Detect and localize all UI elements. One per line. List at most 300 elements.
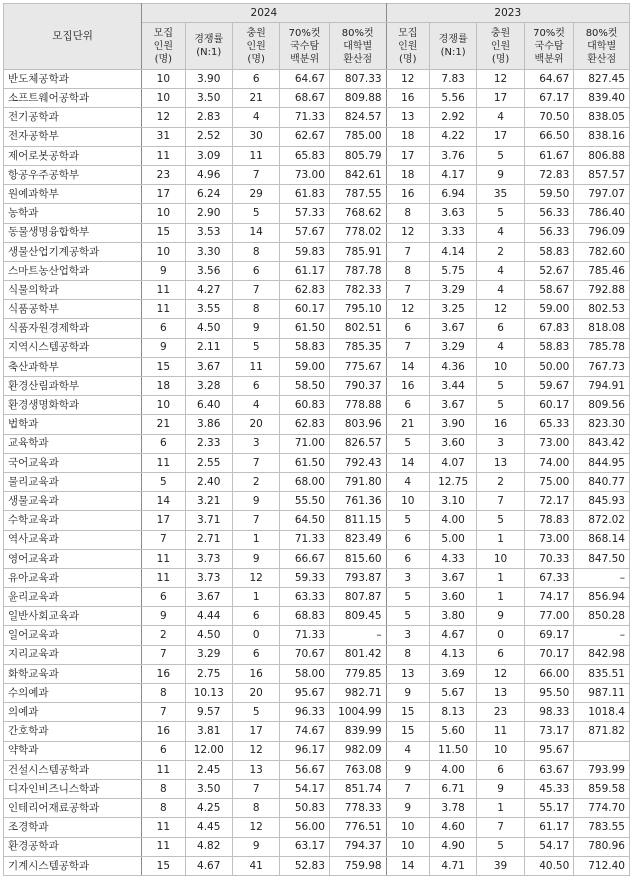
competition-2023-cell: 12.75	[429, 472, 476, 491]
percentile-2023-cell: 69.17	[524, 626, 574, 645]
unit-name-cell: 항공우주공학부	[4, 165, 142, 184]
score-2023-cell: 794.91	[574, 377, 630, 396]
percentile-2024-cell: 74.67	[280, 722, 330, 741]
unit-column-header: 모집단위	[4, 4, 142, 70]
table-row	[4, 242, 630, 261]
additional-2024-cell: 12	[232, 741, 279, 760]
additional-2023-cell: 7	[477, 492, 524, 511]
additional-2024-cell: 5	[232, 204, 279, 223]
score-2023-cell: 857.57	[574, 165, 630, 184]
additional-2024-cell: 13	[232, 760, 279, 779]
unit-name-cell: 약학과	[4, 741, 142, 760]
unit-name-cell: 화학교육과	[4, 664, 142, 683]
percentile-2023-cell: 55.17	[524, 799, 574, 818]
score-2023-cell: 802.53	[574, 300, 630, 319]
additional-2023-cell: 17	[477, 127, 524, 146]
recruit-2023-cell: 6	[386, 549, 429, 568]
percentile-2024-cell: 54.17	[280, 779, 330, 798]
recruit-2023-cell: 7	[386, 779, 429, 798]
unit-name-cell: 법학과	[4, 415, 142, 434]
additional-2023-cell: 5	[477, 396, 524, 415]
competition-2023-cell: 3.25	[429, 300, 476, 319]
table-row	[4, 434, 630, 453]
percentile-2024-cell: 60.17	[280, 300, 330, 319]
score-2023-cell: 839.40	[574, 89, 630, 108]
additional-2023-cell: 12	[477, 300, 524, 319]
score-2024-cell: 787.78	[329, 261, 386, 280]
additional-2024-cell: 2	[232, 472, 279, 491]
additional-2023-cell: 6	[477, 645, 524, 664]
additional-2024-cell: 4	[232, 396, 279, 415]
score-2023-cell: 785.46	[574, 261, 630, 280]
competition-2023-cell: 3.69	[429, 664, 476, 683]
additional-2024-cell: 6	[232, 607, 279, 626]
percentile-2023-cell: 70.50	[524, 108, 574, 127]
recruit-2023-cell: 7	[386, 242, 429, 261]
recruit-2024-cell: 17	[142, 511, 185, 530]
percentile-2023-cell: 95.50	[524, 684, 574, 703]
additional-2023-cell: 11	[477, 722, 524, 741]
col-score-2023: 80%컷 대학별 환산점	[574, 23, 630, 70]
percentile-2024-cell: 71.33	[280, 626, 330, 645]
competition-2023-cell: 3.60	[429, 434, 476, 453]
score-2023-cell: 796.09	[574, 223, 630, 242]
table-row	[4, 856, 630, 875]
percentile-2023-cell: 77.00	[524, 607, 574, 626]
percentile-2024-cell: 60.83	[280, 396, 330, 415]
table-row	[4, 530, 630, 549]
percentile-2023-cell: 59.67	[524, 377, 574, 396]
unit-name-cell: 수학교육과	[4, 511, 142, 530]
recruit-2023-cell: 5	[386, 511, 429, 530]
additional-2023-cell: 3	[477, 434, 524, 453]
recruit-2024-cell: 12	[142, 108, 185, 127]
score-2023-cell: 780.96	[574, 837, 630, 856]
additional-2023-cell: 7	[477, 818, 524, 837]
score-2024-cell: 779.85	[329, 664, 386, 683]
additional-2023-cell: 9	[477, 165, 524, 184]
score-2024-cell: 795.10	[329, 300, 386, 319]
additional-2024-cell: 11	[232, 146, 279, 165]
unit-name-cell: 일어교육과	[4, 626, 142, 645]
recruit-2023-cell: 16	[386, 377, 429, 396]
competition-2024-cell: 4.27	[185, 281, 232, 300]
score-2024-cell: 778.33	[329, 799, 386, 818]
additional-2024-cell: 21	[232, 89, 279, 108]
score-2024-cell: 776.51	[329, 818, 386, 837]
score-2023-cell: 774.70	[574, 799, 630, 818]
table-row	[4, 779, 630, 798]
percentile-2024-cell: 55.50	[280, 492, 330, 511]
competition-2024-cell: 4.25	[185, 799, 232, 818]
recruit-2023-cell: 12	[386, 223, 429, 242]
table-row	[4, 146, 630, 165]
recruit-2024-cell: 14	[142, 492, 185, 511]
score-2024-cell: 811.15	[329, 511, 386, 530]
score-2023-cell: 868.14	[574, 530, 630, 549]
additional-2024-cell: 9	[232, 319, 279, 338]
score-2024-cell: 759.98	[329, 856, 386, 875]
recruit-2024-cell: 5	[142, 472, 185, 491]
score-2023-cell	[574, 741, 630, 760]
competition-2024-cell: 3.71	[185, 511, 232, 530]
additional-2023-cell: 5	[477, 377, 524, 396]
score-2023-cell: 843.42	[574, 434, 630, 453]
score-2023-cell: 797.07	[574, 185, 630, 204]
percentile-2024-cell: 58.83	[280, 338, 330, 357]
score-2023-cell: 842.98	[574, 645, 630, 664]
competition-2023-cell: 5.67	[429, 684, 476, 703]
percentile-2024-cell: 57.67	[280, 223, 330, 242]
table-row	[4, 511, 630, 530]
competition-2024-cell: 4.82	[185, 837, 232, 856]
competition-2024-cell: 3.50	[185, 779, 232, 798]
score-2024-cell: 793.87	[329, 568, 386, 587]
percentile-2024-cell: 96.33	[280, 703, 330, 722]
recruit-2023-cell: 8	[386, 645, 429, 664]
percentile-2023-cell: 64.67	[524, 70, 574, 89]
competition-2024-cell: 6.24	[185, 185, 232, 204]
score-2024-cell: 791.80	[329, 472, 386, 491]
score-2023-cell: 1018.4	[574, 703, 630, 722]
percentile-2023-cell: 72.83	[524, 165, 574, 184]
percentile-2023-cell: 95.67	[524, 741, 574, 760]
percentile-2024-cell: 63.17	[280, 837, 330, 856]
competition-2024-cell: 4.50	[185, 626, 232, 645]
year-2024-header: 2024	[142, 4, 386, 23]
table-row	[4, 377, 630, 396]
percentile-2023-cell: 45.33	[524, 779, 574, 798]
score-2023-cell: 792.88	[574, 281, 630, 300]
percentile-2023-cell: 50.00	[524, 357, 574, 376]
recruit-2024-cell: 17	[142, 185, 185, 204]
competition-2024-cell: 4.67	[185, 856, 232, 875]
recruit-2023-cell: 13	[386, 108, 429, 127]
unit-name-cell: 간호학과	[4, 722, 142, 741]
unit-name-cell: 동물생명융합학부	[4, 223, 142, 242]
percentile-2023-cell: 59.00	[524, 300, 574, 319]
additional-2024-cell: 6	[232, 645, 279, 664]
percentile-2023-cell: 75.00	[524, 472, 574, 491]
recruit-2024-cell: 11	[142, 281, 185, 300]
score-2024-cell: 785.00	[329, 127, 386, 146]
score-2023-cell: 847.50	[574, 549, 630, 568]
table-row	[4, 799, 630, 818]
score-2024-cell: 763.08	[329, 760, 386, 779]
recruit-2024-cell: 11	[142, 300, 185, 319]
additional-2024-cell: 12	[232, 568, 279, 587]
col-percentile-2023: 70%컷 국수탐 백분위	[524, 23, 574, 70]
score-2023-cell: 809.56	[574, 396, 630, 415]
unit-name-cell: 역사교육과	[4, 530, 142, 549]
unit-name-cell: 인테리어재료공학과	[4, 799, 142, 818]
percentile-2024-cell: 96.17	[280, 741, 330, 760]
competition-2023-cell: 3.90	[429, 415, 476, 434]
competition-2024-cell: 3.67	[185, 588, 232, 607]
percentile-2024-cell: 64.50	[280, 511, 330, 530]
competition-2023-cell: 4.22	[429, 127, 476, 146]
competition-2023-cell: 3.67	[429, 396, 476, 415]
percentile-2023-cell: 58.83	[524, 242, 574, 261]
col-recruit-2023: 모집 인원 (명)	[386, 23, 429, 70]
score-2023-cell: 840.77	[574, 472, 630, 491]
recruit-2023-cell: 5	[386, 588, 429, 607]
score-2024-cell: 794.37	[329, 837, 386, 856]
recruit-2023-cell: 3	[386, 568, 429, 587]
competition-2024-cell: 4.96	[185, 165, 232, 184]
competition-2023-cell: 4.33	[429, 549, 476, 568]
competition-2023-cell: 5.60	[429, 722, 476, 741]
percentile-2023-cell: 98.33	[524, 703, 574, 722]
competition-2023-cell: 4.17	[429, 165, 476, 184]
recruit-2024-cell: 21	[142, 415, 185, 434]
score-2024-cell: 775.67	[329, 357, 386, 376]
percentile-2024-cell: 59.00	[280, 357, 330, 376]
competition-2024-cell: 6.40	[185, 396, 232, 415]
score-2023-cell: 823.30	[574, 415, 630, 434]
table-row	[4, 261, 630, 280]
unit-name-cell: 생물산업기계공학과	[4, 242, 142, 261]
unit-name-cell: 스마트농산업학과	[4, 261, 142, 280]
percentile-2023-cell: 67.33	[524, 568, 574, 587]
competition-2023-cell: 2.92	[429, 108, 476, 127]
unit-name-cell: 환경생명화학과	[4, 396, 142, 415]
percentile-2024-cell: 62.67	[280, 127, 330, 146]
additional-2024-cell: 20	[232, 684, 279, 703]
score-2023-cell: 782.60	[574, 242, 630, 261]
percentile-2024-cell: 56.67	[280, 760, 330, 779]
competition-2023-cell: 3.80	[429, 607, 476, 626]
table-row	[4, 684, 630, 703]
recruit-2023-cell: 5	[386, 434, 429, 453]
percentile-2023-cell: 40.50	[524, 856, 574, 875]
unit-name-cell: 소프트웨어공학과	[4, 89, 142, 108]
additional-2023-cell: 12	[477, 664, 524, 683]
score-2024-cell: 801.42	[329, 645, 386, 664]
percentile-2023-cell: 56.33	[524, 204, 574, 223]
score-2024-cell: 802.51	[329, 319, 386, 338]
recruit-2023-cell: 12	[386, 300, 429, 319]
score-2024-cell: 839.99	[329, 722, 386, 741]
recruit-2024-cell: 11	[142, 837, 185, 856]
score-2024-cell: 778.88	[329, 396, 386, 415]
additional-2024-cell: 1	[232, 530, 279, 549]
score-2024-cell: 785.35	[329, 338, 386, 357]
unit-name-cell: 국어교육과	[4, 453, 142, 472]
additional-2023-cell: 5	[477, 204, 524, 223]
recruit-2024-cell: 6	[142, 588, 185, 607]
additional-2023-cell: 6	[477, 319, 524, 338]
additional-2024-cell: 30	[232, 127, 279, 146]
percentile-2023-cell: 72.17	[524, 492, 574, 511]
table-row	[4, 568, 630, 587]
recruit-2024-cell: 10	[142, 396, 185, 415]
unit-name-cell: 물리교육과	[4, 472, 142, 491]
score-2023-cell: 856.94	[574, 588, 630, 607]
percentile-2024-cell: 68.00	[280, 472, 330, 491]
recruit-2024-cell: 15	[142, 357, 185, 376]
recruit-2023-cell: 8	[386, 261, 429, 280]
recruit-2024-cell: 11	[142, 818, 185, 837]
percentile-2024-cell: 66.67	[280, 549, 330, 568]
recruit-2023-cell: 9	[386, 760, 429, 779]
score-2024-cell: 807.87	[329, 588, 386, 607]
recruit-2024-cell: 7	[142, 530, 185, 549]
percentile-2023-cell: 67.17	[524, 89, 574, 108]
recruit-2023-cell: 7	[386, 281, 429, 300]
unit-name-cell: 영어교육과	[4, 549, 142, 568]
competition-2024-cell: 2.11	[185, 338, 232, 357]
additional-2024-cell: 6	[232, 70, 279, 89]
table-row	[4, 626, 630, 645]
unit-name-cell: 식품공학부	[4, 300, 142, 319]
score-2023-cell: 835.51	[574, 664, 630, 683]
unit-name-cell: 제어로봇공학과	[4, 146, 142, 165]
score-2023-cell: –	[574, 568, 630, 587]
additional-2024-cell: 1	[232, 588, 279, 607]
score-2023-cell: 818.08	[574, 319, 630, 338]
score-2023-cell: 871.82	[574, 722, 630, 741]
percentile-2023-cell: 61.17	[524, 818, 574, 837]
competition-2023-cell: 3.29	[429, 281, 476, 300]
additional-2023-cell: 35	[477, 185, 524, 204]
additional-2023-cell: 9	[477, 607, 524, 626]
additional-2024-cell: 14	[232, 223, 279, 242]
competition-2023-cell: 3.63	[429, 204, 476, 223]
competition-2024-cell: 3.56	[185, 261, 232, 280]
unit-name-cell: 환경산림과학부	[4, 377, 142, 396]
percentile-2023-cell: 70.17	[524, 645, 574, 664]
additional-2024-cell: 6	[232, 261, 279, 280]
table-row	[4, 108, 630, 127]
competition-2023-cell: 11.50	[429, 741, 476, 760]
table-row	[4, 223, 630, 242]
unit-name-cell: 의예과	[4, 703, 142, 722]
additional-2024-cell: 11	[232, 357, 279, 376]
competition-2023-cell: 3.67	[429, 568, 476, 587]
unit-name-cell: 식품자원경제학과	[4, 319, 142, 338]
recruit-2023-cell: 6	[386, 396, 429, 415]
score-2023-cell: 786.40	[574, 204, 630, 223]
score-2024-cell: 787.55	[329, 185, 386, 204]
percentile-2024-cell: 64.67	[280, 70, 330, 89]
additional-2024-cell: 7	[232, 779, 279, 798]
recruit-2024-cell: 2	[142, 626, 185, 645]
unit-name-cell: 전기공학과	[4, 108, 142, 127]
competition-2024-cell: 3.29	[185, 645, 232, 664]
competition-2024-cell: 3.09	[185, 146, 232, 165]
table-row	[4, 165, 630, 184]
score-2023-cell: 712.40	[574, 856, 630, 875]
competition-2023-cell: 5.56	[429, 89, 476, 108]
additional-2023-cell: 16	[477, 415, 524, 434]
additional-2023-cell: 13	[477, 684, 524, 703]
table-row	[4, 319, 630, 338]
competition-2023-cell: 6.94	[429, 185, 476, 204]
recruit-2024-cell: 10	[142, 242, 185, 261]
table-row	[4, 722, 630, 741]
competition-2023-cell: 4.07	[429, 453, 476, 472]
competition-2024-cell: 2.45	[185, 760, 232, 779]
percentile-2023-cell: 56.33	[524, 223, 574, 242]
table-header	[4, 4, 630, 70]
recruit-2023-cell: 21	[386, 415, 429, 434]
additional-2023-cell: 5	[477, 146, 524, 165]
unit-name-cell: 축산과학부	[4, 357, 142, 376]
additional-2023-cell: 5	[477, 837, 524, 856]
percentile-2024-cell: 65.83	[280, 146, 330, 165]
table-row	[4, 818, 630, 837]
additional-2024-cell: 8	[232, 799, 279, 818]
score-2024-cell: 792.43	[329, 453, 386, 472]
competition-2023-cell: 3.10	[429, 492, 476, 511]
additional-2023-cell: 2	[477, 242, 524, 261]
unit-name-cell: 유아교육과	[4, 568, 142, 587]
col-score-2024: 80%컷 대학별 환산점	[329, 23, 386, 70]
percentile-2024-cell: 61.50	[280, 453, 330, 472]
unit-name-cell: 기계시스템공학과	[4, 856, 142, 875]
percentile-2023-cell: 70.33	[524, 549, 574, 568]
percentile-2023-cell: 58.83	[524, 338, 574, 357]
recruit-2023-cell: 15	[386, 722, 429, 741]
recruit-2023-cell: 9	[386, 684, 429, 703]
percentile-2024-cell: 52.83	[280, 856, 330, 875]
recruit-2024-cell: 9	[142, 607, 185, 626]
competition-2023-cell: 4.00	[429, 760, 476, 779]
recruit-2023-cell: 16	[386, 185, 429, 204]
score-2023-cell: 838.05	[574, 108, 630, 127]
unit-name-cell: 일반사회교육과	[4, 607, 142, 626]
recruit-2024-cell: 15	[142, 223, 185, 242]
unit-name-cell: 조경학과	[4, 818, 142, 837]
percentile-2023-cell: 54.17	[524, 837, 574, 856]
table-row	[4, 492, 630, 511]
additional-2023-cell: 12	[477, 70, 524, 89]
table-body	[4, 70, 630, 876]
additional-2024-cell: 5	[232, 338, 279, 357]
competition-2024-cell: 3.73	[185, 568, 232, 587]
percentile-2023-cell: 60.17	[524, 396, 574, 415]
competition-2023-cell: 4.14	[429, 242, 476, 261]
recruit-2023-cell: 15	[386, 703, 429, 722]
table-row	[4, 760, 630, 779]
unit-name-cell: 지역시스템공학과	[4, 338, 142, 357]
percentile-2023-cell: 67.83	[524, 319, 574, 338]
percentile-2024-cell: 56.00	[280, 818, 330, 837]
score-2023-cell: 987.11	[574, 684, 630, 703]
additional-2024-cell: 8	[232, 300, 279, 319]
competition-2024-cell: 2.90	[185, 204, 232, 223]
score-2024-cell: 842.61	[329, 165, 386, 184]
additional-2023-cell: 1	[477, 530, 524, 549]
competition-2024-cell: 2.71	[185, 530, 232, 549]
competition-2023-cell: 8.13	[429, 703, 476, 722]
score-2024-cell: 809.88	[329, 89, 386, 108]
additional-2024-cell: 8	[232, 242, 279, 261]
recruit-2023-cell: 10	[386, 837, 429, 856]
recruit-2024-cell: 6	[142, 741, 185, 760]
percentile-2023-cell: 58.67	[524, 281, 574, 300]
recruit-2024-cell: 16	[142, 664, 185, 683]
col-additional-2023: 충원 인원 (명)	[477, 23, 524, 70]
unit-name-cell: 교육학과	[4, 434, 142, 453]
col-additional-2024: 충원 인원 (명)	[232, 23, 279, 70]
table-row	[4, 185, 630, 204]
recruit-2024-cell: 8	[142, 684, 185, 703]
table-row	[4, 300, 630, 319]
recruit-2023-cell: 14	[386, 856, 429, 875]
recruit-2024-cell: 15	[142, 856, 185, 875]
